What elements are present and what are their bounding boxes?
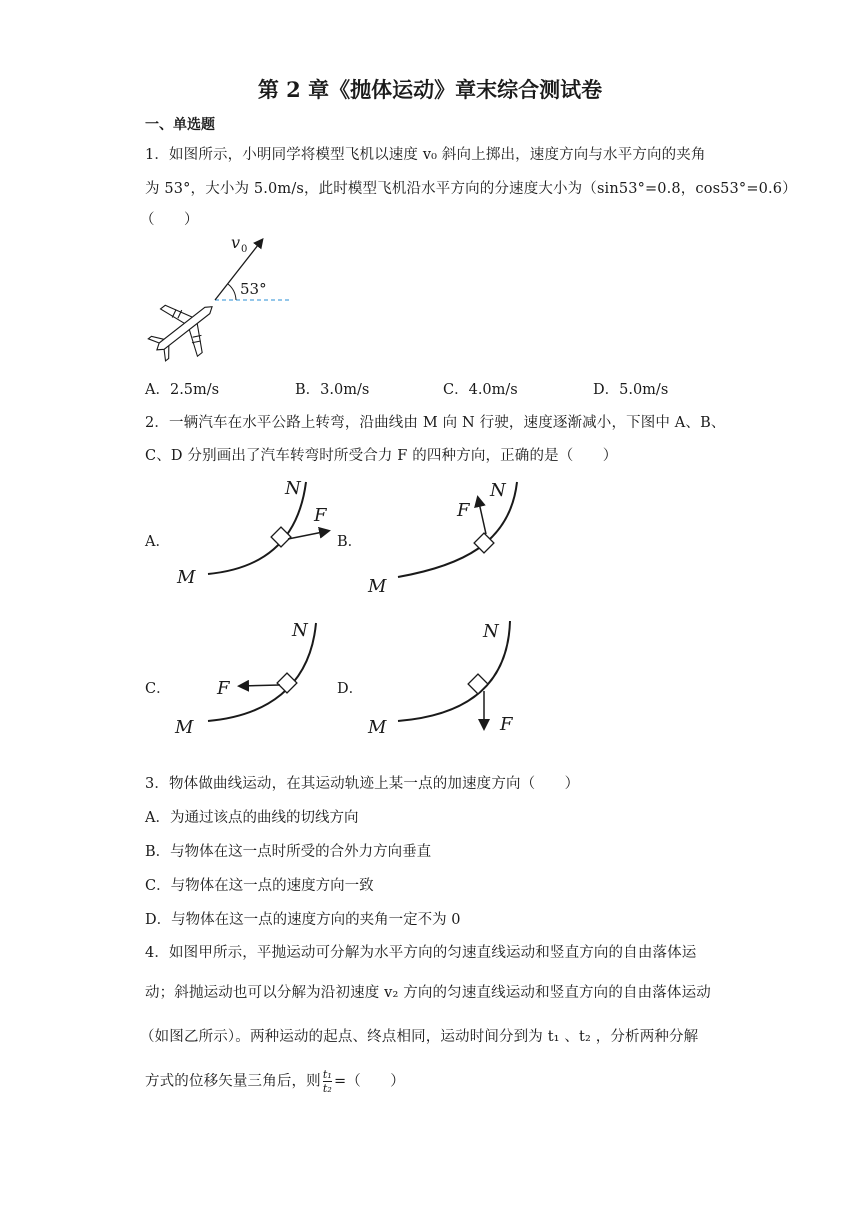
q1-option-d[interactable]: D．5.0m/s <box>593 382 669 398</box>
car-block <box>271 527 291 547</box>
label-f: F <box>314 505 327 526</box>
fraction-denominator: t₂ <box>322 1082 332 1095</box>
label-f: F <box>457 500 470 521</box>
q2-option-a-label[interactable]: A． <box>145 534 170 550</box>
page-title: 第 2 章《抛体运动》章末综合测试卷 <box>257 77 603 102</box>
q2-diagram-a <box>170 474 350 594</box>
q3-stem: 3．物体做曲线运动，在其运动轨迹上某一点的加速度方向（ ） <box>145 776 580 792</box>
force-arrow <box>478 498 486 534</box>
airplane-icon <box>140 283 231 367</box>
q1-airplane-figure <box>140 232 330 367</box>
q2-diagram-c <box>170 618 350 743</box>
fraction-numerator: t₁ <box>322 1068 332 1081</box>
force-arrow <box>240 685 280 686</box>
label-m: M <box>177 567 196 588</box>
section-heading: 一、单选题 <box>145 117 215 133</box>
q1-stem-line2: 为 53°，大小为 5.0m/s，此时模型飞机沿水平方向的分速度大小为（sin53°=0.8，cos53°=0.6） <box>145 181 797 197</box>
angle-label: 53° <box>240 280 267 298</box>
q3-option-b[interactable]: B．与物体在这一点时所受的合外力方向垂直 <box>145 844 432 860</box>
q4-stem-line3: （如图乙所示）。两种运动的起点、终点相同，运动时间分到为 t₁ 、t₂ ，分析两种分解 <box>140 1029 699 1045</box>
label-m: M <box>368 717 387 738</box>
q4-stem-line4-text: 方式的位移矢量三角后，则 <box>145 1073 321 1090</box>
q2-option-c-label[interactable]: C． <box>145 681 171 697</box>
q3-option-d[interactable]: D．与物体在这一点的速度方向的夹角一定不为 0 <box>145 912 461 928</box>
q4-stem-line2: 动；斜抛运动也可以分解为沿初速度 v₂ 方向的匀速直线运动和竖直方向的自由落体运动 <box>145 985 711 1001</box>
t1-over-t2-fraction <box>323 1068 332 1095</box>
q3-option-c[interactable]: C．与物体在这一点的速度方向一致 <box>145 878 374 894</box>
label-n: N <box>490 480 506 501</box>
q2-stem-line1: 2．一辆汽车在水平公路上转弯，沿曲线由 M 向 N 行驶，速度逐渐减小，下图中 A、B、 <box>145 415 726 431</box>
q1-answer-blank: （ ） <box>140 212 199 228</box>
q1-option-a[interactable]: A．2.5m/s <box>145 382 220 398</box>
angle-arc <box>228 284 236 300</box>
label-f: F <box>217 678 230 699</box>
label-m: M <box>175 717 194 738</box>
label-n: N <box>292 620 308 641</box>
label-n: N <box>483 621 499 642</box>
label-n: N <box>285 478 301 499</box>
car-block <box>468 674 488 694</box>
label-f: F <box>500 714 513 735</box>
car-block <box>277 673 297 693</box>
q1-stem-line1: 1．如图所示，小明同学将模型飞机以速度 v₀ 斜向上掷出，速度方向与水平方向的夹角 <box>145 147 706 163</box>
q1-option-c[interactable]: C．4.0m/s <box>443 382 518 398</box>
q2-option-b-label[interactable]: B． <box>337 534 363 550</box>
q2-diagram-d <box>360 618 540 743</box>
force-arrow <box>288 531 328 539</box>
q2-option-d-label[interactable]: D． <box>337 681 364 697</box>
q4-answer-blank: =（ ） <box>333 1073 405 1090</box>
q4-stem-line4 <box>145 1068 405 1095</box>
v0-subscript: 0 <box>241 244 248 255</box>
q1-option-b[interactable]: B．3.0m/s <box>295 382 370 398</box>
label-m: M <box>368 576 387 597</box>
v0-label: v <box>231 233 241 252</box>
q3-option-a[interactable]: A．为通过该点的曲线的切线方向 <box>145 810 359 826</box>
q2-stem-line2: C、D 分别画出了汽车转弯时所受合力 F 的四种方向，正确的是（ ） <box>145 448 618 464</box>
q4-stem-line1: 4．如图甲所示，平抛运动可分解为水平方向的匀速直线运动和竖直方向的自由落体运 <box>145 945 697 961</box>
q2-diagram-b <box>360 474 540 599</box>
